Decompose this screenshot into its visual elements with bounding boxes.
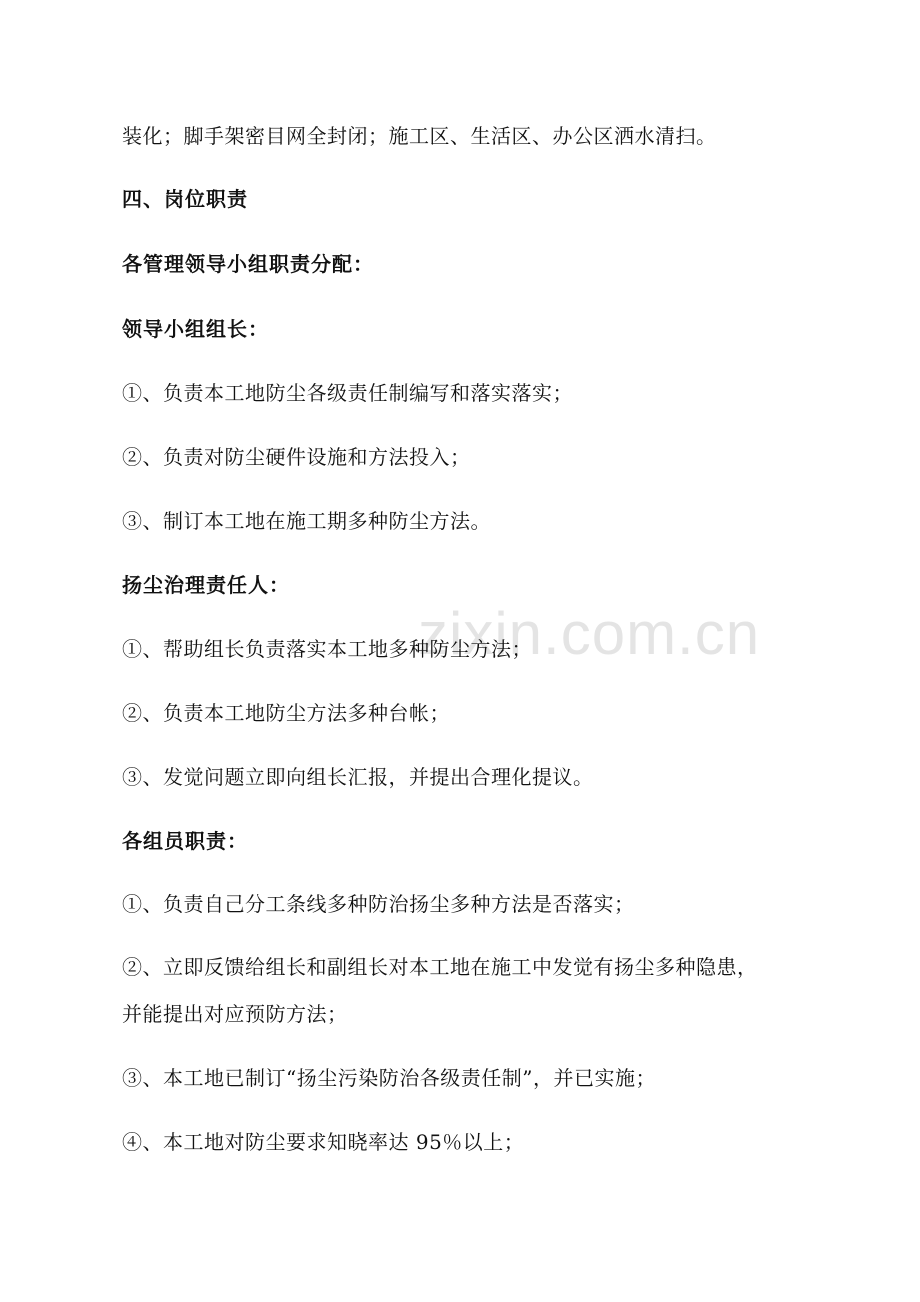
list-item: ①、负责自己分工条线多种防治扬尘多种方法是否落实； xyxy=(122,892,635,916)
section-heading: 四、岗位职责 xyxy=(122,187,248,211)
paragraph-line: 装化；脚手架密目网全封闭；施工区、生活区、办公区洒水清扫。 xyxy=(122,124,717,148)
list-item: ②、负责本工地防尘方法多种台帐； xyxy=(122,701,450,725)
subheading: 扬尘治理责任人： xyxy=(122,573,290,597)
list-item: ①、帮助组长负责落实本工地多种防尘方法； xyxy=(122,637,532,661)
list-item: ①、负责本工地防尘各级责任制编写和落实落实； xyxy=(122,381,573,405)
list-item: ③、本工地已制订“扬尘污染防治各级责任制”，并已实施； xyxy=(122,1066,656,1090)
subheading: 各组员职责： xyxy=(122,829,248,853)
list-item: ③、发觉问题立即向组长汇报，并提出合理化提议。 xyxy=(122,765,594,789)
list-item: ③、制订本工地在施工期多种防尘方法。 xyxy=(122,509,491,533)
list-item-continuation: 并能提出对应预防方法； xyxy=(122,1002,348,1026)
subheading: 各管理领导小组职责分配： xyxy=(122,252,374,276)
subheading: 领导小组组长： xyxy=(122,317,269,341)
list-item: ②、负责对防尘硬件设施和方法投入； xyxy=(122,445,471,469)
list-item: ④、本工地对防尘要求知晓率达 95％以上； xyxy=(122,1130,525,1154)
list-item: ②、立即反馈给组长和副组长对本工地在施工中发觉有扬尘多种隐患， xyxy=(122,955,758,979)
watermark: zixin.com.cn xyxy=(418,600,761,667)
